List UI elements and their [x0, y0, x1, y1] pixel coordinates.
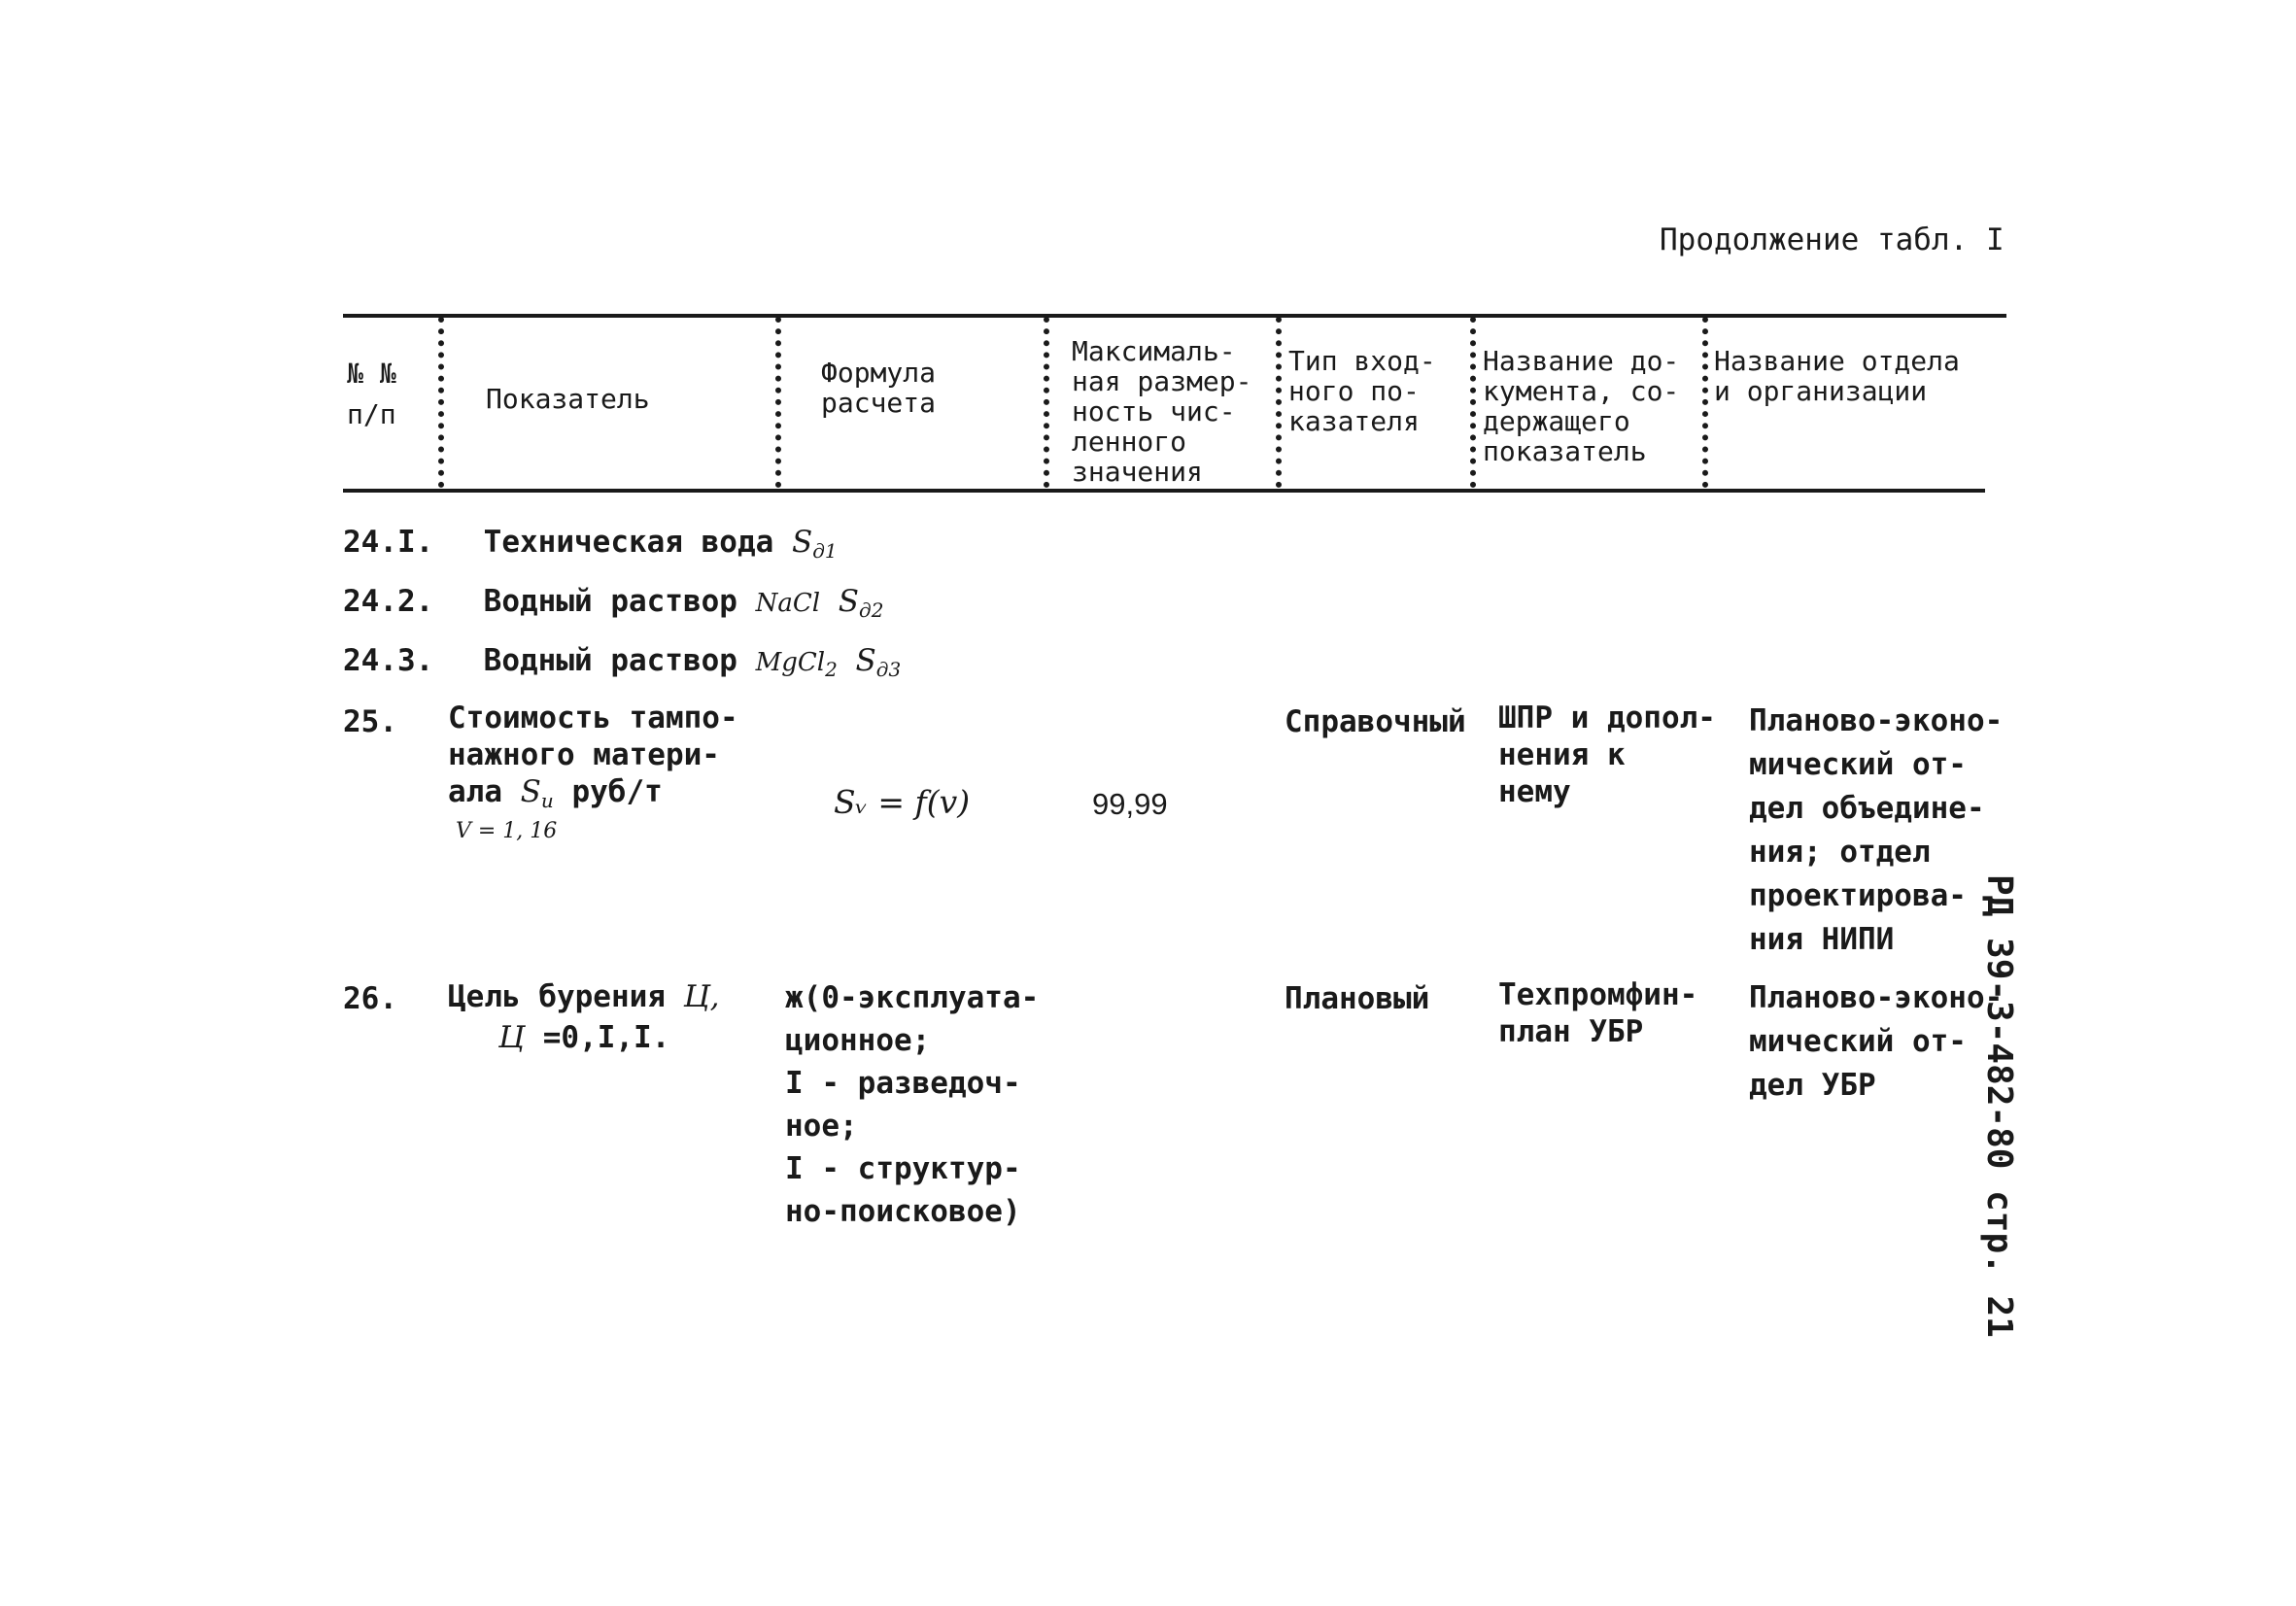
indicator-symbol: S — [791, 525, 813, 560]
row-number: 24.3. — [343, 643, 434, 678]
row-24-1 — [343, 520, 838, 573]
indicator-text: Водный раствор — [483, 643, 737, 678]
chemical-formula: NaCl — [755, 589, 821, 618]
column-separator — [438, 317, 444, 488]
row-26-doc-name: Техпромфин- план УБР — [1498, 977, 1698, 1049]
row-26-dept-name: Планово-эконо- мический от- дел УБР — [1749, 980, 2004, 1103]
row-number: 24.2. — [343, 584, 434, 619]
header-max-dim: Максималь- ная размер- ность чис- ленного значения — [1072, 335, 1252, 488]
continuation-caption: Продолжение табл. I — [1660, 222, 2005, 257]
row-25-max-dim: 99,99 — [1092, 787, 1168, 821]
column-separator — [1044, 317, 1049, 488]
row-25-formula: Sᵥ = f(v) — [834, 783, 971, 821]
table-header-bottom-rule — [343, 489, 1985, 493]
document-code-page-number: РД 39-3-482-80 стр. 21 — [1979, 874, 2019, 1338]
header-dept-name: Название отдела и организации — [1714, 345, 1960, 407]
chemical-formula: MgCl — [755, 648, 826, 677]
indicator-symbol-sub: д3 — [875, 658, 902, 681]
header-num: № № п/п — [347, 358, 396, 430]
column-separator — [775, 317, 781, 488]
column-separator — [1702, 317, 1708, 488]
header-indicator: Показатель — [486, 383, 650, 415]
goal-symbol: Ц, — [683, 979, 720, 1014]
row-number: 24.I. — [343, 525, 434, 560]
row-26-indicator: Цель бурения Ц, Ц =0,I,I. — [448, 979, 720, 1055]
row-25-input-type: Справочный — [1285, 704, 1466, 739]
header-formula: Формула расчета — [821, 357, 937, 419]
row-24-2 — [343, 579, 883, 632]
indicator-text: Водный раствор — [483, 584, 737, 619]
indicator-symbol: S — [855, 643, 876, 678]
row-number: 25. — [343, 704, 397, 739]
header-doc-name: Название до- кумента, со- держащего показатель — [1483, 345, 1680, 467]
column-separator — [1470, 317, 1476, 488]
row-24-3 — [343, 638, 901, 692]
goal-symbol: Ц — [498, 1020, 526, 1055]
row-26-input-type: Плановый — [1285, 981, 1430, 1016]
indicator-symbol: S — [838, 584, 860, 619]
indicator-symbol: S — [520, 774, 541, 809]
indicator-range: V = 1, 16 — [456, 819, 558, 843]
row-number: 26. — [343, 981, 397, 1016]
table-top-rule — [343, 314, 2006, 318]
header-input-type: Тип вход- ного по- казателя — [1288, 345, 1436, 437]
indicator-symbol-sub: д1 — [812, 539, 838, 563]
row-25-doc-name: ШПР и допол- нения к нему — [1498, 700, 1716, 809]
row-25-indicator: Стоимость тампо- нажного матери- ала $S_и$ руб/т V = 1, 16 — [448, 700, 738, 843]
chemical-formula-sub: 2 — [825, 658, 838, 681]
row-25-dept-name: Планово-эконо- мический от- дел объедине- ния; отдел проектирова- ния НИПИ — [1749, 703, 2004, 957]
row-26-formula: ж(0-эксплуата- ционное; I - разведоч- ное; I - структур- но-поисковое) — [785, 980, 1040, 1229]
indicator-symbol-sub: и — [540, 789, 554, 812]
column-separator — [1276, 317, 1282, 488]
indicator-symbol-sub: д2 — [859, 598, 884, 622]
indicator-text: Техническая вода — [483, 525, 774, 560]
